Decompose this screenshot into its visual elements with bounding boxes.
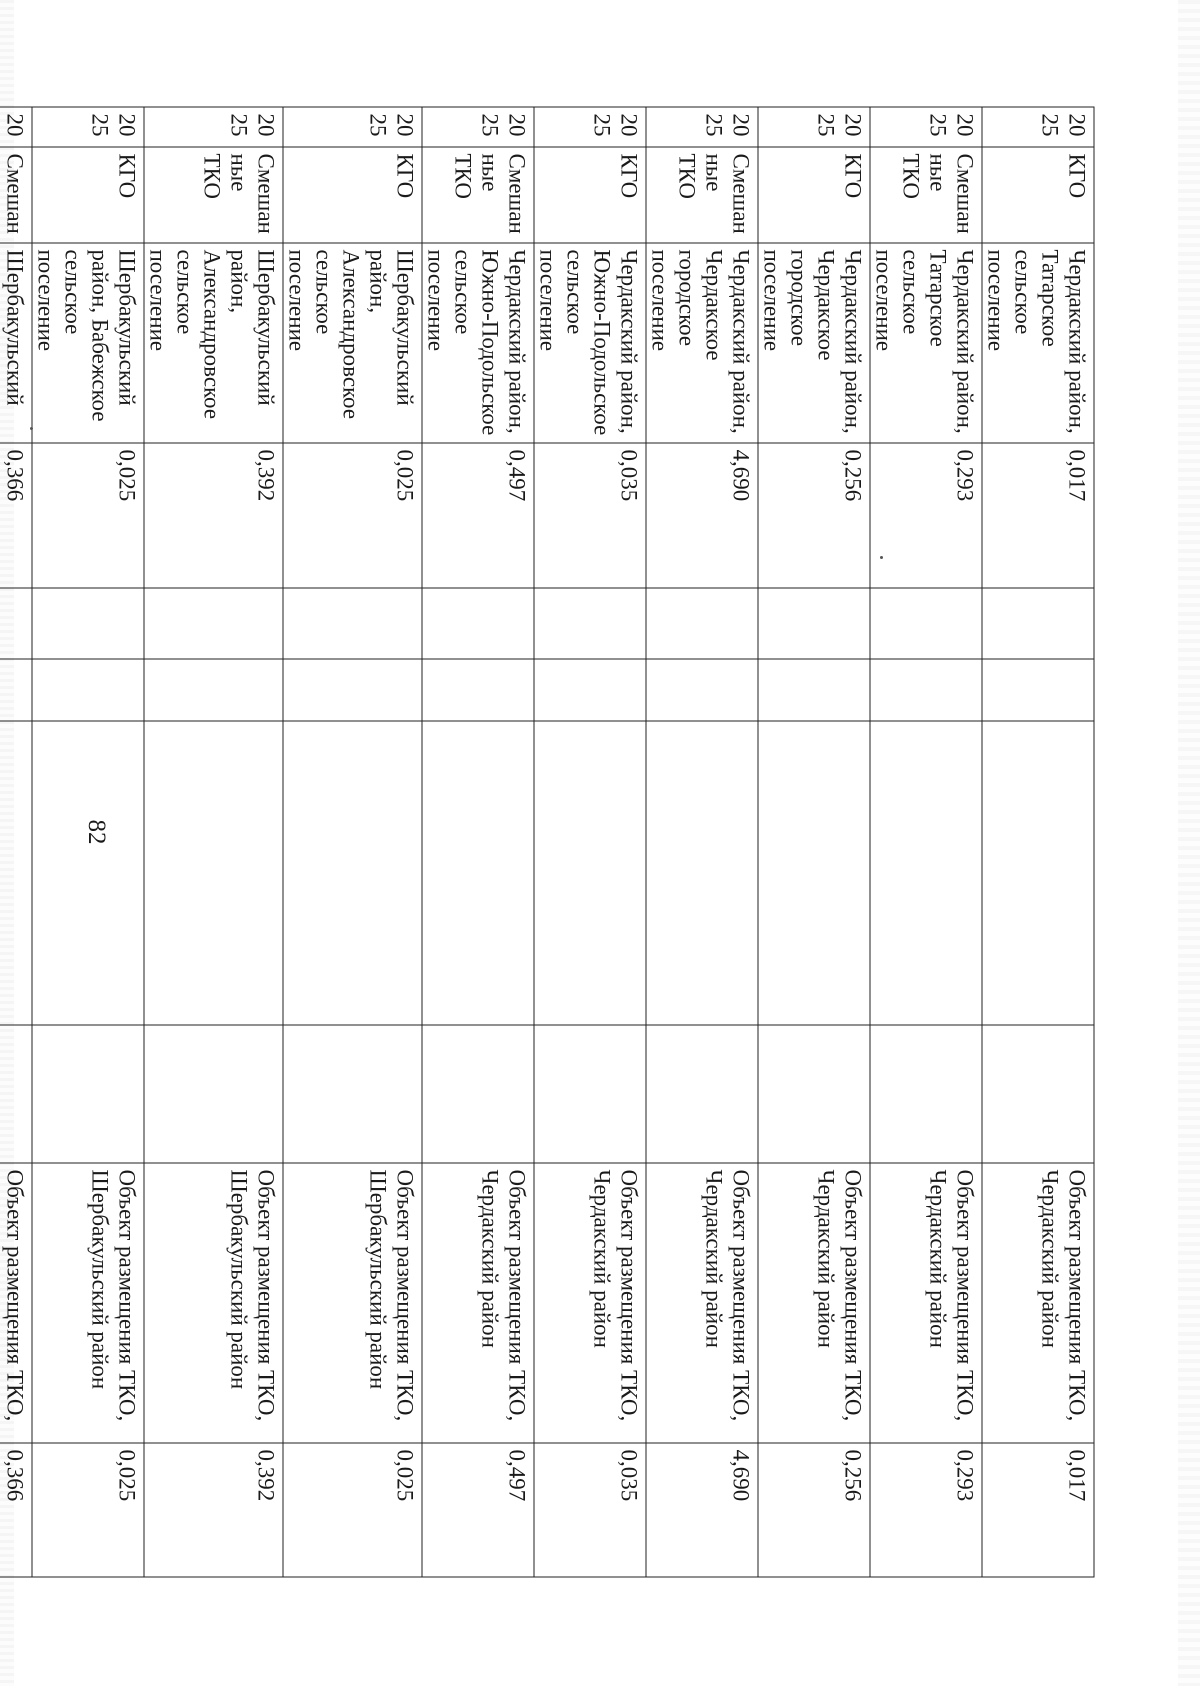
cell-empty-4 (758, 1025, 870, 1163)
cell-year: 2025 (283, 107, 422, 147)
cell-waste-type: Смешанные ТКО (144, 147, 283, 243)
cell-mass-total: 0,017 (982, 1443, 1094, 1577)
cell-empty-1 (646, 588, 758, 659)
cell-empty-2 (422, 659, 534, 721)
table-body (0, 107, 1094, 1577)
cell-mass: 0,392 (144, 443, 283, 588)
cell-municipality: Чердакский район, Южно-Подольское сельское поселение (422, 243, 534, 443)
cell-mass-total: 0,392 (144, 1443, 283, 1577)
table-row (758, 107, 870, 1577)
cell-mass-total: 0,366 (0, 1443, 32, 1577)
cell-empty-1 (758, 588, 870, 659)
cell-empty-1 (422, 588, 534, 659)
cell-waste-type: Смешанные ТКО (422, 147, 534, 243)
cell-waste-type: КГО (534, 147, 646, 243)
cell-municipality: Чердакский район, Чердакское городское поселение (646, 243, 758, 443)
table-row (0, 107, 32, 1577)
cell-facility: Объект размещения ТКО, Чердакский район (758, 1163, 870, 1443)
cell-municipality: Чердакский район, Южно-Подольское сельское поселение (534, 243, 646, 443)
cell-empty-4 (144, 1025, 283, 1163)
cell-waste-type: Смешанные ТКО (870, 147, 982, 243)
scan-edge-right (1178, 0, 1200, 1686)
cell-empty-3 (646, 721, 758, 1025)
cell-municipality: Чердакский район, Чердакское городское поселение (758, 243, 870, 443)
cell-empty-1 (982, 588, 1094, 659)
cell-mass: 0,025 (32, 443, 144, 588)
cell-year: 2025 (144, 107, 283, 147)
cell-facility: Объект размещения ТКО, Шербакульский район (32, 1163, 144, 1443)
cell-empty-4 (283, 1025, 422, 1163)
cell-year: 2025 (870, 107, 982, 147)
cell-facility: Объект размещения ТКО, Чердакский район (646, 1163, 758, 1443)
cell-facility: Объект размещения ТКО, Чердакский район (982, 1163, 1094, 1443)
cell-empty-3 (758, 721, 870, 1025)
cell-empty-2 (283, 659, 422, 721)
table-row (283, 107, 422, 1577)
cell-waste-type: Смешанные ТКО (646, 147, 758, 243)
cell-empty-1 (534, 588, 646, 659)
cell-empty-1 (32, 588, 144, 659)
cell-mass-total: 0,035 (534, 1443, 646, 1577)
cell-mass: 0,256 (758, 443, 870, 588)
cell-facility: Объект размещения ТКО, (0, 1163, 32, 1443)
cell-mass-total: 0,256 (758, 1443, 870, 1577)
cell-empty-3 (982, 721, 1094, 1025)
cell-empty-4 (422, 1025, 534, 1163)
cell-empty-4 (534, 1025, 646, 1163)
cell-year: 2025 (758, 107, 870, 147)
cell-mass: 0,035 (534, 443, 646, 588)
cell-mass: 0,025 (283, 443, 422, 588)
cell-empty-1 (283, 588, 422, 659)
cell-waste-type: КГО (758, 147, 870, 243)
cell-year: 2025 (646, 107, 758, 147)
cell-empty-2 (534, 659, 646, 721)
cell-empty-3 (534, 721, 646, 1025)
table-row (870, 107, 982, 1577)
cell-empty-2 (646, 659, 758, 721)
cell-year: 2025 (534, 107, 646, 147)
cell-municipality: Шербакульский район, Бабежское сельское поселение (32, 243, 144, 443)
table-row (32, 107, 144, 1577)
cell-empty-2 (32, 659, 144, 721)
cell-empty-3 (32, 721, 144, 1025)
cell-year: 2025 (422, 107, 534, 147)
cell-empty-4 (0, 1025, 32, 1163)
table-row (422, 107, 534, 1577)
cell-empty-3 (0, 721, 32, 1025)
cell-municipality: Шербакульский район, Александровское сельское поселение (283, 243, 422, 443)
cell-empty-4 (646, 1025, 758, 1163)
cell-waste-type: КГО (283, 147, 422, 243)
cell-mass: 0,293 (870, 443, 982, 588)
cell-municipality: Шербакульский (0, 243, 32, 443)
cell-mass-total: 0,025 (283, 1443, 422, 1577)
cell-mass: 0,366 (0, 443, 32, 588)
cell-empty-3 (144, 721, 283, 1025)
cell-waste-type: КГО (32, 147, 144, 243)
table-row (144, 107, 283, 1577)
waste-registry-table (0, 106, 1095, 1577)
cell-empty-2 (144, 659, 283, 721)
table-row (646, 107, 758, 1577)
cell-municipality: Шербакульский район, Александровское сельское поселение (144, 243, 283, 443)
cell-empty-1 (0, 588, 32, 659)
cell-mass-total: 0,497 (422, 1443, 534, 1577)
scan-speck (880, 556, 883, 559)
cell-year: 2025 (982, 107, 1094, 147)
table-row (534, 107, 646, 1577)
cell-empty-3 (283, 721, 422, 1025)
cell-year: 2025 (32, 107, 144, 147)
cell-empty-3 (870, 721, 982, 1025)
cell-empty-4 (32, 1025, 144, 1163)
cell-waste-type: КГО (982, 147, 1094, 243)
cell-empty-2 (0, 659, 32, 721)
cell-mass-total: 4,690 (646, 1443, 758, 1577)
cell-facility: Объект размещения ТКО, Чердакский район (422, 1163, 534, 1443)
table-row (982, 107, 1094, 1577)
cell-mass-total: 0,025 (32, 1443, 144, 1577)
cell-mass: 4,690 (646, 443, 758, 588)
page-number: 82 (83, 819, 110, 845)
cell-facility: Объект размещения ТКО, Шербакульский район (144, 1163, 283, 1443)
cell-empty-3 (422, 721, 534, 1025)
cell-mass: 0,497 (422, 443, 534, 588)
cell-empty-2 (982, 659, 1094, 721)
cell-empty-4 (870, 1025, 982, 1163)
cell-empty-2 (758, 659, 870, 721)
cell-empty-4 (982, 1025, 1094, 1163)
scan-speck (30, 427, 33, 430)
cell-mass-total: 0,293 (870, 1443, 982, 1577)
cell-empty-1 (144, 588, 283, 659)
cell-year: 20 (0, 107, 32, 147)
cell-municipality: Чердакский район, Татарское сельское поселение (870, 243, 982, 443)
cell-mass: 0,017 (982, 443, 1094, 588)
cell-empty-1 (870, 588, 982, 659)
cell-facility: Объект размещения ТКО, Чердакский район (534, 1163, 646, 1443)
cell-municipality: Чердакский район, Татарское сельское поселение (982, 243, 1094, 443)
cell-facility: Объект размещения ТКО, Чердакский район (870, 1163, 982, 1443)
cell-facility: Объект размещения ТКО, Шербакульский район (283, 1163, 422, 1443)
cell-empty-2 (870, 659, 982, 721)
cell-waste-type: Смешан (0, 147, 32, 243)
